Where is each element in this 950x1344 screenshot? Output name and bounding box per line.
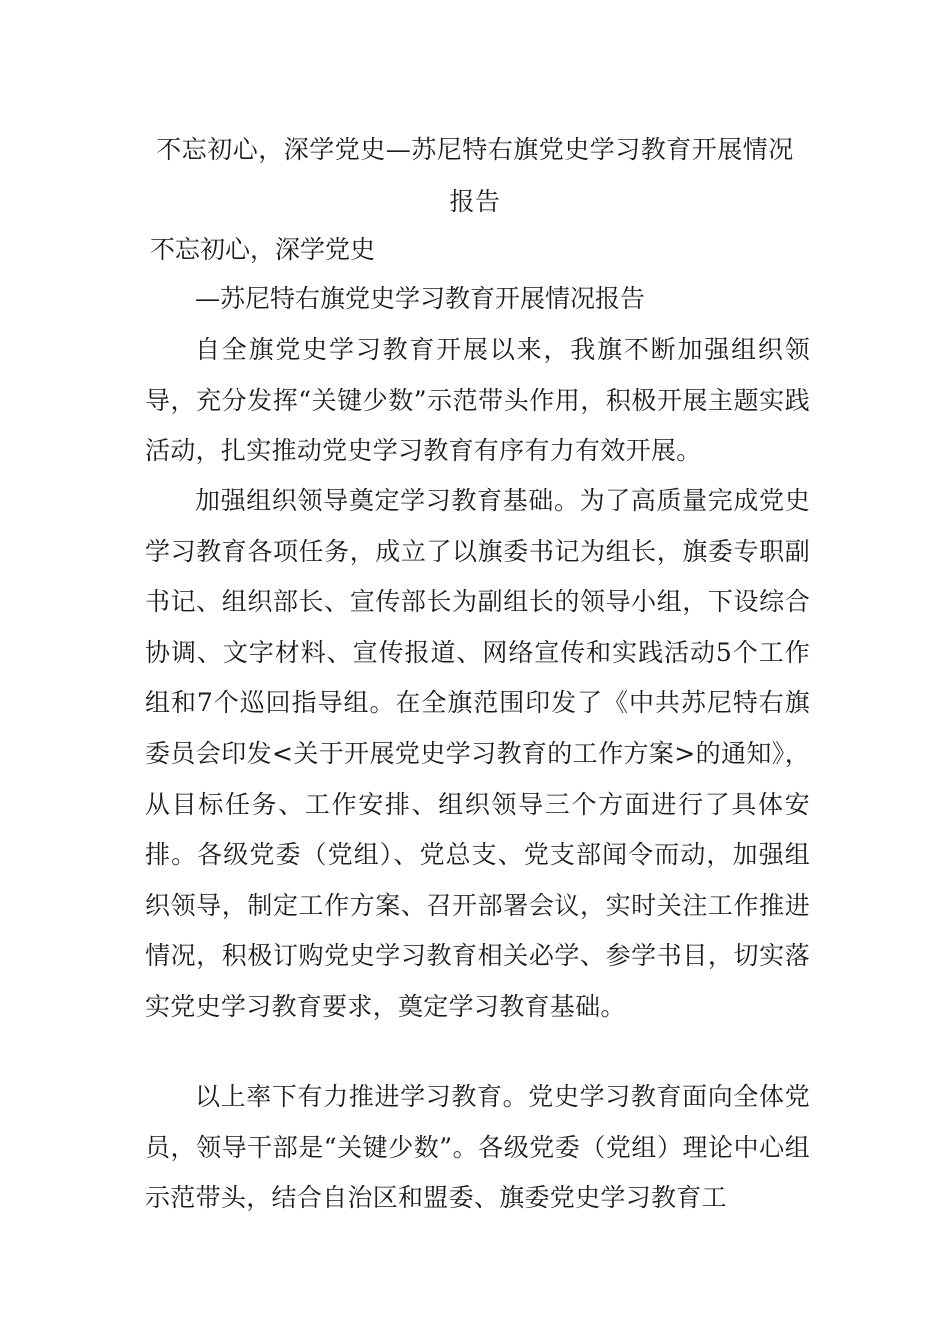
subtitle-line-2: —苏尼特右旗党史学习教育开展情况报告 — [195, 284, 646, 313]
document-title: 不忘初心，深学党史—苏尼特右旗党史学习教育开展情况报告 — [156, 135, 794, 216]
subtitle-line-1: 不忘初心，深学党史 — [150, 235, 376, 264]
paragraph-intro: 自全旗党史学习教育开展以来，我旗不断加强组织领导，充分发挥“关键少数”示范带头作用，积极开展主题实践活动，扎实推动党史学习教育有序有力有效开展。 — [145, 335, 810, 466]
paragraph-organization: 加强组织领导奠定学习教育基础。为了高质量完成党史学习教育各项任务，成立了以旗委书记为组长，旗委专职副书记、组织部长、宣传部长为副组长的领导小组，下设综合协调、文字材料、宣传报道、网络宣传和实践活动5个工作组和7个巡回指导组。在全旗范围印发了《中共苏尼特右旗委员会印发<关于开展党史学习教育的工作方案>的通知》，从目标任务、工作安排、组织领导三个方面进行了具体安排。各级党委（党组）、党总支、党支部闻令而动，加强组织领导，制定工作方案、召开部署会议，实时关注工作推进情况，积极订购党史学习教育相关必学、参学书目，切实落实党史学习教育要求，奠定学习教育基础。 — [145, 486, 810, 1021]
paragraph-leadership: 以上率下有力推进学习教育。党史学习教育面向全体党员，领导干部是“关键少数”。各级党委（党组）理论中心组示范带头，结合自治区和盟委、旗委党史学习教育工 — [145, 1082, 810, 1213]
